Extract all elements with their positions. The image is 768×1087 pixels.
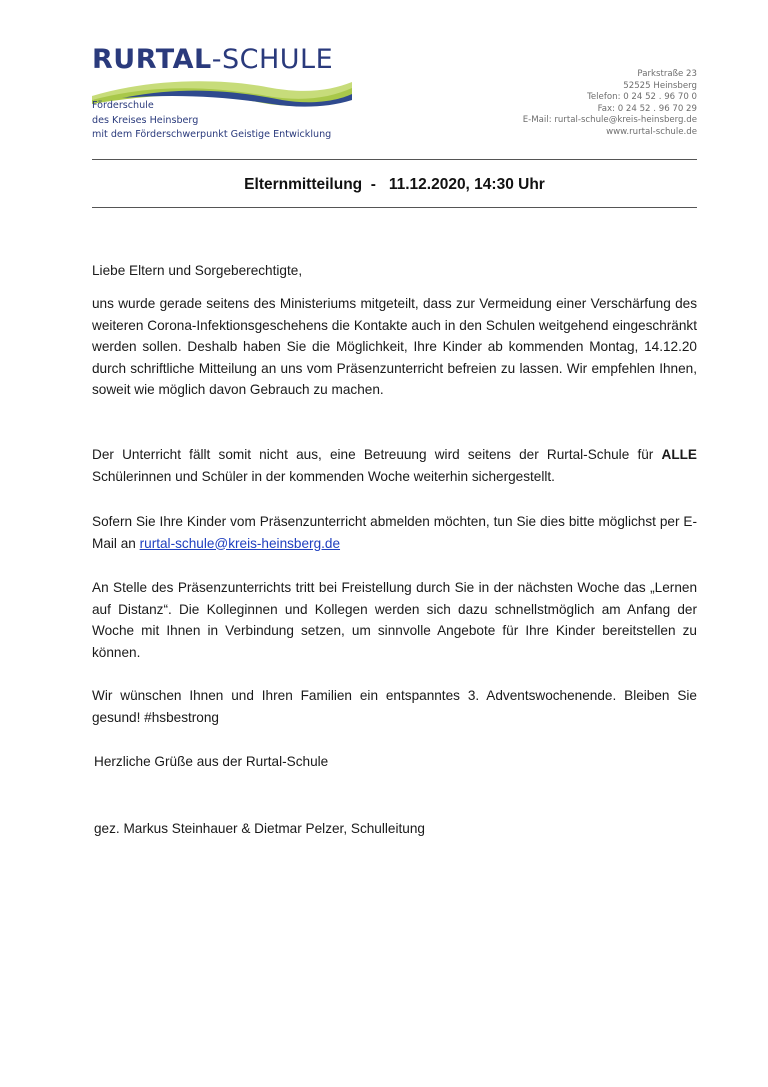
logo-subtitle-line: des Kreises Heinsberg <box>92 114 199 126</box>
paragraph-distance-learning: An Stelle des Präsenzunterrichts tritt bei Freistellung durch Sie in der nächsten Woche das „Lernen auf Distanz“. Die Kolleginnen und Kollegen werden sich dazu schnellstmöglich am Anfang der Woche mit Ihnen in Verbindung setzen, um sinnvolle Angebote für Ihre Kinder bereitstellen zu können. <box>92 580 697 660</box>
logo-wordmark: RURTAL-SCHULE <box>92 44 334 75</box>
address-street: Parkstraße 23 <box>637 69 697 79</box>
logo-subtitle <box>92 99 331 143</box>
closing-greeting: Herzliche Grüße aus der Rurtal-Schule <box>94 754 329 769</box>
school-logo <box>92 44 352 144</box>
address-email: E-Mail: rurtal-schule@kreis-heinsberg.de <box>522 115 697 126</box>
signature: gez. Markus Steinhauer & Dietmar Pelzer, Schulleitung <box>94 821 425 836</box>
emphasis-all: ALLE <box>661 447 697 462</box>
paragraph-wishes: Wir wünschen Ihnen und Ihren Familien ein entspanntes 3. Adventswochenende. Bleiben Sie gesund! #hsbestrong <box>92 688 697 725</box>
address-website: www.rurtal-schule.de <box>606 126 697 137</box>
paragraph-text: Sofern Sie Ihre Kinder vom Präsenzunterricht abmelden möchten, tun Sie dies bitte möglichst per E-Mail an <box>92 514 697 551</box>
paragraph-deregistration <box>92 511 697 554</box>
address-city: 52525 Heinsberg <box>623 80 697 91</box>
paragraph-ministry-notice: uns wurde gerade seitens des Ministeriums mitgeteilt, dass zur Vermeidung einer Verschärfung des weiteren Corona-Infektionsgeschehens die Kontakte auch in den Schulen weitgehend eingeschränkt werden sollen. Deshalb haben Sie die Möglichkeit, Ihre Kinder ab kommenden Montag, 14.12.20 durch schriftliche Mitteilung an uns vom Präsenzunterricht befreien zu lassen. Wir empfehlen Ihnen, soweit wie möglich davon Gebrauch zu machen. <box>92 296 697 397</box>
address-fax: Fax: 0 24 52 . 96 70 29 <box>597 103 697 114</box>
school-address <box>523 69 697 139</box>
divider-top <box>92 159 697 160</box>
paragraph-text: Der Unterricht fällt somit nicht aus, eine Betreuung wird seitens der Rurtal-Schule für <box>92 447 662 462</box>
logo-subtitle-line: Förderschule <box>92 100 154 111</box>
divider-bottom <box>92 207 697 208</box>
document-title: Elternmitteilung - 11.12.2020, 14:30 Uhr <box>244 176 545 193</box>
address-phone: Telefon: 0 24 52 . 96 70 0 <box>587 92 697 103</box>
email-link[interactable]: rurtal-schule@kreis-heinsberg.de <box>139 535 341 551</box>
paragraph-text: Schülerinnen und Schüler in der kommenden Woche weiterhin sichergestellt. <box>92 468 555 484</box>
logo-subtitle-line: mit dem Förderschwerpunkt Geistige Entwicklung <box>92 129 332 140</box>
salutation: Liebe Eltern und Sorgeberechtigte, <box>92 263 303 278</box>
paragraph-care-guarantee <box>92 444 697 487</box>
